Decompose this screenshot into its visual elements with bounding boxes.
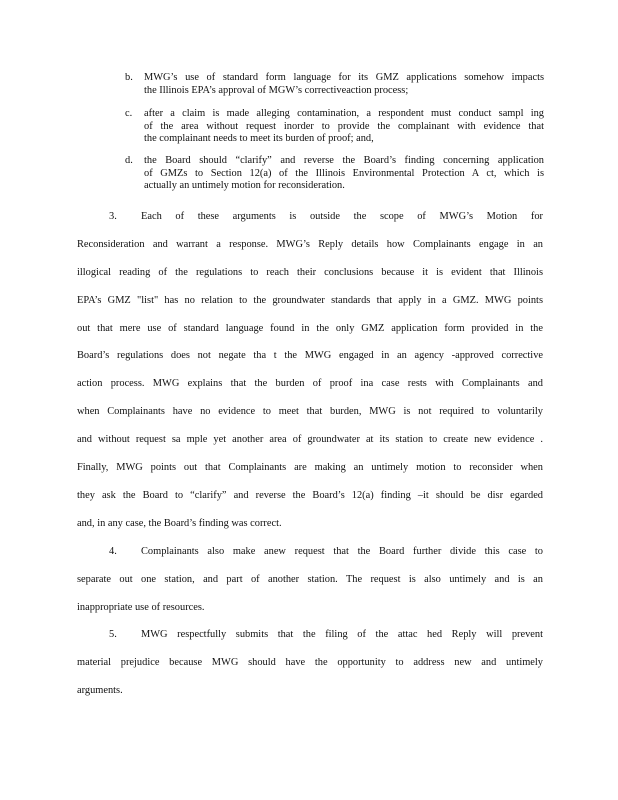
paragraph-line: they ask the Board to “clarify” and reverse the Board’s 12(a) finding –it should be disr egarded (77, 489, 543, 501)
paragraph-number: 3. (109, 211, 117, 222)
paragraph-line: material prejudice because MWG should have the opportunity to address new and untimely (77, 656, 543, 668)
paragraph-line: Finally, MWG points out that Complainants are making an untimely motion to reconsider when (77, 462, 543, 474)
paragraph-number: 4. (109, 546, 117, 557)
paragraph-line: inappropriate use of resources. (77, 601, 205, 613)
paragraph-line: EPA’s GMZ "list" has no relation to the groundwater standards that apply in a GMZ. MWG points (77, 294, 543, 306)
list-marker: d. (125, 155, 133, 166)
paragraph-4 (77, 545, 543, 629)
paragraph-line: Reconsideration and warrant a response. MWG’s Reply details how Complainants engage in an (77, 238, 543, 250)
paragraph-line: Board’s regulations does not negate tha t the MWG engaged in an agency -approved corrective (77, 350, 543, 362)
list-item-line: the Board should “clarify” and reverse the Board’s finding concerning application (144, 155, 544, 166)
paragraph-line-text: MWG respectfully submits that the filing of the attac hed Reply will prevent (141, 629, 543, 640)
paragraph-line: and, in any case, the Board’s finding was correct. (77, 517, 282, 529)
paragraph-line: and without request sa mple yet another area of groundwater at its station to create new evidence . (77, 434, 543, 446)
paragraph-line: out that mere use of standard language found in the only GMZ application form provided in the (77, 322, 543, 334)
paragraph-line-text: Each of these arguments is outside the scope of MWG’s Motion for (141, 211, 543, 222)
list-item-line: of GMZs to Section 12(a) of the Illinois Environmental Protection A ct, which is (144, 167, 544, 179)
paragraph-line: illogical reading of the regulations to reach their conclusions because it is evident that Illinois (77, 266, 543, 278)
paragraph-line-text: Complainants also make anew request that the Board further divide this case to (141, 546, 543, 557)
list-item-line: after a claim is made alleging contamination, a respondent must conduct sampl ing (144, 108, 544, 119)
list-item-line: the Illinois EPA’s approval of MGW’s correctiveaction process; (144, 84, 409, 96)
paragraph-3 (77, 210, 543, 545)
list-item-line: MWG’s use of standard form language for its GMZ applications somehow impacts (144, 72, 544, 83)
list-marker: b. (125, 72, 133, 83)
paragraph-line (77, 210, 543, 238)
paragraph-line (77, 628, 543, 656)
paragraph-line: action process. MWG explains that the burden of proof ina case rests with Complainants and (77, 378, 543, 390)
paragraph-5 (77, 628, 543, 712)
list-marker: c. (125, 108, 133, 119)
paragraph-line: when Complainants have no evidence to meet that burden, MWG is not required to voluntarily (77, 406, 543, 418)
list-item-line: actually an untimely motion for reconsideration. (144, 180, 345, 192)
list-item-line: of the area without request inorder to provide the complainant with evidence that (144, 120, 544, 132)
paragraph-line: separate out one station, and part of another station. The request is also untimely and is an (77, 573, 543, 585)
paragraph-number: 5. (109, 629, 117, 640)
paragraph-line: arguments. (77, 684, 123, 696)
paragraph-line (77, 545, 543, 573)
list-item-line: the complainant needs to meet its burden of proof; and, (144, 133, 374, 145)
